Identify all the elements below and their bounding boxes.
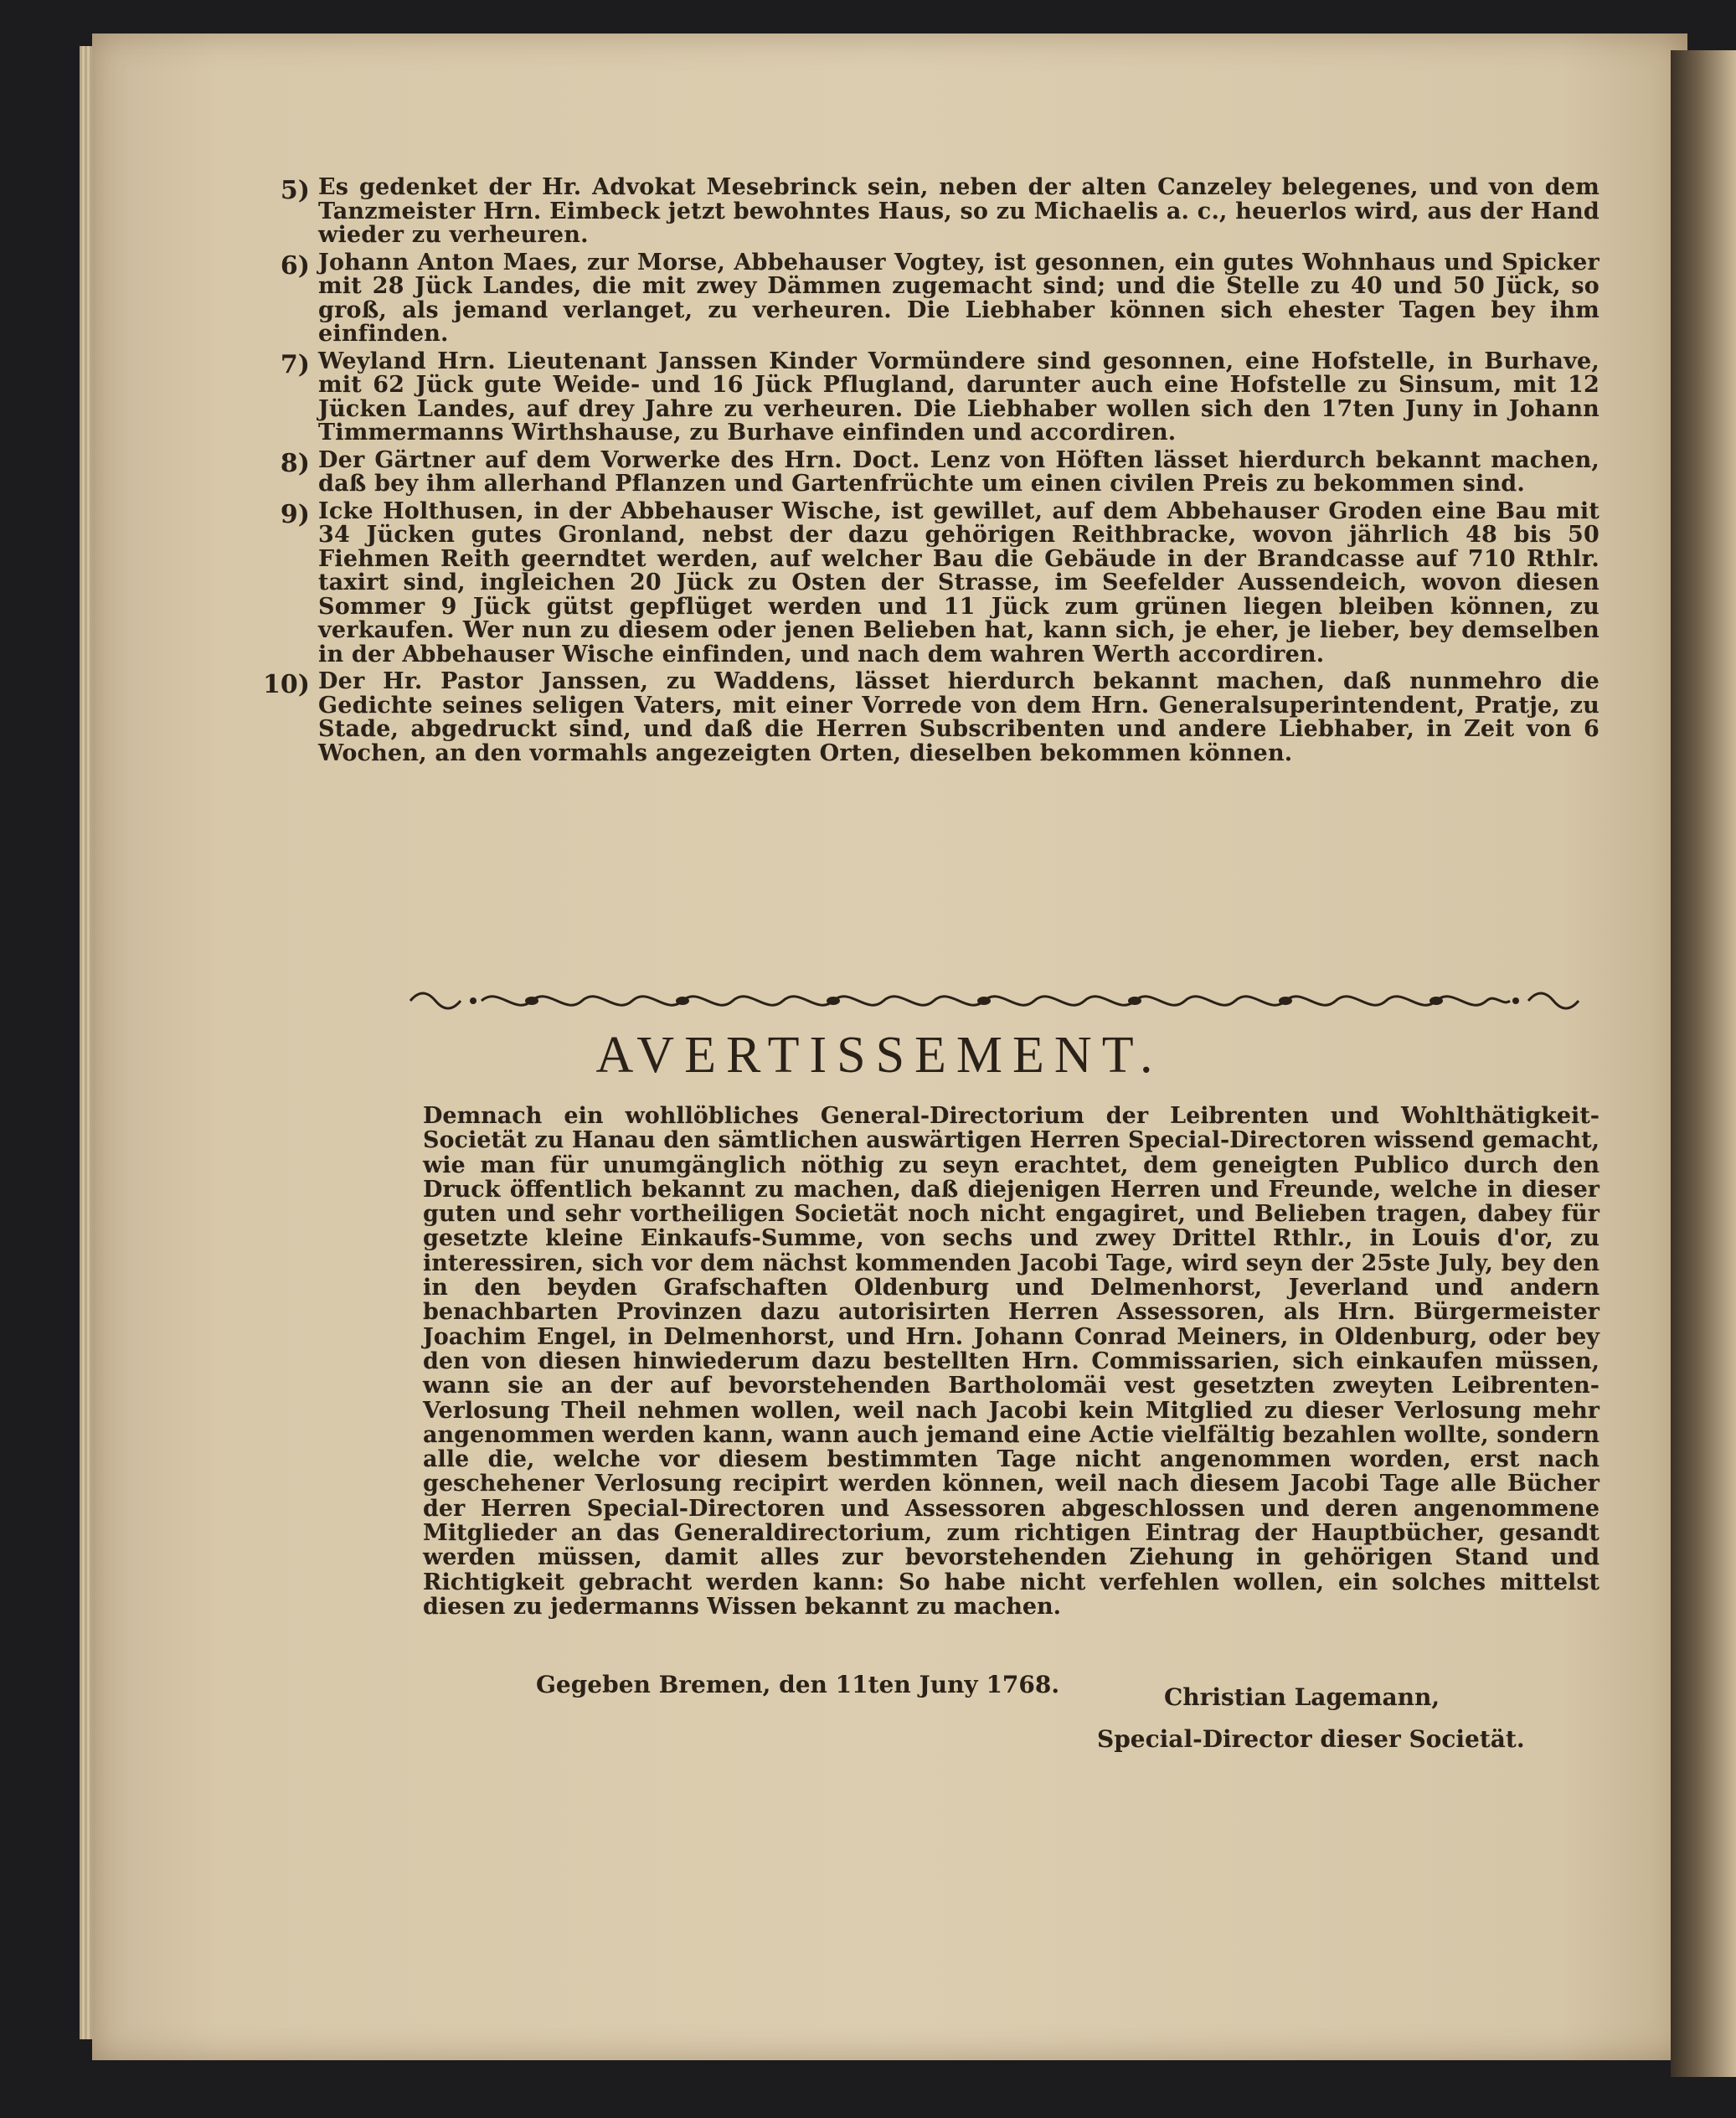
notice-8 [280, 446, 1599, 497]
notice-number: 5) [280, 176, 310, 205]
ornamental-divider [406, 982, 1583, 1020]
notice-10 [263, 668, 1599, 766]
notice-text: Icke Holthusen, in der Abbehauser Wische, ist gewillet, auf dem Abbehauser Groden eine Bau mit 34 Jücken gutes Gronland, nebst der dazu gehörigen Reithbracke, wovon jährlich 48 bis 50 Fiehmen Reith geerndtet werden, auf welcher Bau die Gebäude in der Brandcasse auf 710 Rthlr. taxirt sind, ingleichen 20 Jück zu Osten der Strasse, im Seefelder Aussendeich, wovon diesen Sommer 9 Jück gütst gepflüget werden und 11 Jück zum grünen liegen bleiben können, zu verkaufen. Wer nun zu diesem oder jenen Belieben hat, kann sich, je eher, je lieber, bey demselben in der Abbehauser Wische einfinden, und nach dem wahren Werth accordiren. [318, 497, 1599, 667]
signature-name: Christian Lagemann, [1164, 1683, 1440, 1711]
notice-9 [280, 497, 1599, 667]
book-gutter [1671, 50, 1736, 2077]
notice-5 [280, 174, 1599, 248]
notice-number: 6) [280, 250, 310, 281]
notice-6 [280, 249, 1599, 347]
notice-number: 7) [280, 349, 310, 379]
notice-number: 8) [280, 448, 310, 478]
notice-number: 9) [280, 499, 310, 529]
signature-title: Special-Director dieser Societät. [1097, 1725, 1525, 1753]
notice-text: Johann Anton Maes, zur Morse, Abbehauser Vogtey, ist gesonnen, ein gutes Wohnhaus und Spicker mit 28 Jück Landes, die mit zwey Dämmen zugemacht sind; und die Stelle zu 40 und 50 Jück, so groß, als jemand verlanget, zu verheuren. Die Liebhaber können sich ehester Tagen bey ihm einfinden. [318, 249, 1599, 347]
notice-text: Der Gärtner auf dem Vorwerke des Hrn. Doct. Lenz von Höften lässet hierdurch bekannt machen, daß bey ihm allerhand Pflanzen und Gartenfrüchte um einen civilen Preis zu bekommen sind. [318, 446, 1599, 497]
notice-text: Der Hr. Pastor Janssen, zu Waddens, lässet hierdurch bekannt machen, daß nunmehro die Gedichte seines seligen Vaters, mit einer Vorrede von dem Hrn. Generalsuperintendent, Pratje, zu Stade, abgedruckt sind, und daß die Herren Subscribenten und andere Liebhaber, in Zeit von 6 Wochen, an den vormahls angezeigten Orten, dieselben bekommen können. [318, 668, 1599, 766]
notice-text: Es gedenket der Hr. Advokat Mesebrinck sein, neben der alten Canzeley belegenes, und von dem Tanzmeister Hrn. Eimbeck jetzt bewohntes Haus, so zu Michaelis a. c., heuerlos wird, aus der Hand wieder zu verheuren. [318, 174, 1599, 248]
numbered-notices [263, 174, 1599, 766]
notice-number: 10) [263, 670, 310, 699]
avertissement-body: Demnach ein wohllöbliches General-Directorium der Leibrenten und Wohlthätigkeit-Societät zu Hanau den sämtlichen auswärtigen Herren Special-Directoren wissend gemacht, wie man für unumgänglich nöthig zu seyn erachtet, dem geneigten Publico durch den Druck öffentlich bekannt zu machen, daß diejenigen Herren und Freunde, welche in dieser guten und sehr vortheiligen Societät noch nicht engagiret, und Belieben tragen, dabey für gesetzte kleine Einkaufs-Summe, von sechs und zwey Drittel Rthlr., in Louis d'or, zu interessiren, sich vor dem nächst kommenden Jacobi Tage, wird seyn der 25ste July, bey den in den beyden Grafschaften Oldenburg und Delmenhorst, Jeverland und andern benachbarten Provinzen dazu autorisirten Herren Assessoren, als Hrn. Bürgermeister Joachim Engel, in Delmenhorst, und Hrn. Johann Conrad Meiners, in Oldenburg, oder bey den von diesen hinwiederum dazu bestellten Hrn. Commissarien, sich einkaufen müssen, wann sie an der auf bevorstehenden Bartholomäi vest gesetzten zweyten Leibrenten-Verlosung Theil nehmen wollen, weil nach Jacobi kein Mitglied zu dieser Verlosung mehr angenommen werden kann, wann auch jemand eine Actie vielfältig bezahlen wollte, sondern alle die, welche vor diesem bestimmten Tage nicht angenommen worden, erst nach geschehener Verlosung recipirt werden können, weil nach diesem Jacobi Tage alle Bücher der Herren Special-Directoren und Assessoren abgeschlossen und deren angenommene Mitglieder an das Generaldirectorium, zum richtigen Eintrag der Hauptbücher, gesandt werden müssen, damit alles zur bevorstehenden Ziehung in gehörigen Stand und Richtigkeit gebracht werden kann: So habe nicht verfehlen wollen, ein solches mittelst diesen zu jedermanns Wissen bekannt zu machen. [423, 1103, 1599, 1620]
avertissement-heading: AVERTISSEMENT. [595, 1027, 1163, 1084]
notice-7 [280, 348, 1599, 446]
notice-text: Weyland Hrn. Lieutenant Janssen Kinder Vormündere sind gesonnen, eine Hofstelle, in Burhave, mit 62 Jück gute Weide- und 16 Jück Pflugland, darunter auch eine Hofstelle zu Sinsum, mit 12 Jücken Landes, auf drey Jahre zu verheuren. Die Liebhaber wollen sich den 17ten Juny in Johann Timmermanns Wirthshause, zu Burhave einfinden und accordiren. [318, 348, 1599, 446]
date-line: Gegeben Bremen, den 11ten Juny 1768. [536, 1671, 1060, 1698]
